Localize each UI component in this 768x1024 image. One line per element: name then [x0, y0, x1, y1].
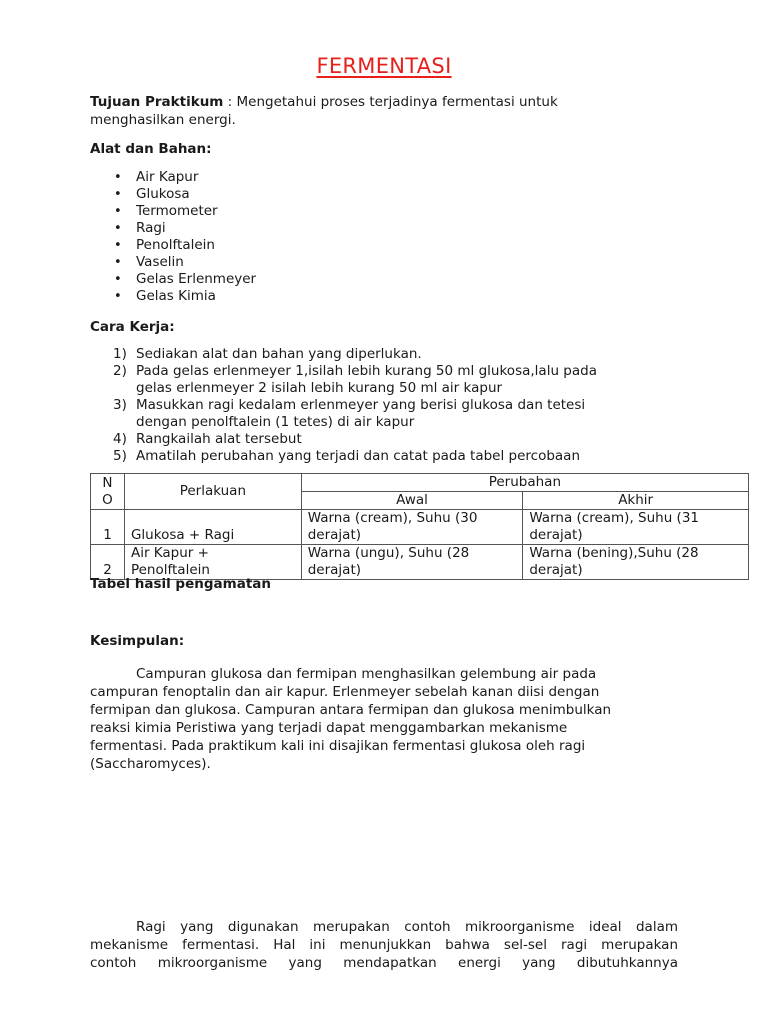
header-awal: Awal [301, 492, 523, 510]
paragraph-line: reaksi kimia Peristiwa yang terjadi dapat menggambarkan mekanisme [90, 720, 568, 736]
step-text: Sediakan alat dan bahan yang diperlukan. [136, 346, 422, 362]
bullet-icon: • [114, 238, 122, 253]
bullet-icon: • [114, 170, 122, 185]
list-item [90, 186, 256, 203]
list-item [90, 346, 660, 363]
header-akhir: Akhir [523, 492, 749, 510]
paragraph-line: campuran fenoptalin dan air kapur. Erlenmeyer sebelah kanan diisi dengan [90, 684, 600, 700]
list-item [90, 237, 256, 254]
list-item-label: Air Kapur [136, 169, 199, 185]
paragraph-line: Ragi yang digunakan merupakan contoh mikroorganisme ideal dalam [136, 919, 678, 935]
list-item-label: Gelas Kimia [136, 288, 216, 304]
step-text: Rangkailah alat tersebut [136, 431, 302, 447]
table-row [91, 510, 749, 545]
list-item-label: Termometer [136, 203, 218, 219]
list-item [90, 431, 660, 448]
list-item [90, 271, 256, 288]
list-item-label: Glukosa [136, 186, 190, 202]
step-number: 2) [113, 363, 127, 379]
cell-perlakuan: Glukosa + Ragi [124, 510, 301, 545]
step-number: 3) [113, 397, 127, 413]
cell-no: 2 [91, 545, 125, 580]
list-item-label: Ragi [136, 220, 166, 236]
alat-list [90, 169, 256, 305]
tujuan-text-line2: menghasilkan energi. [90, 112, 236, 128]
cell-no: 1 [91, 510, 125, 545]
tujuan-text-line1: : Mengetahui proses terjadinya fermentasi untuk [223, 94, 558, 110]
cell-awal: Warna (ungu), Suhu (28 derajat) [301, 545, 523, 580]
bullet-icon: • [114, 221, 122, 236]
list-item [90, 448, 660, 465]
cell-awal: Warna (cream), Suhu (30 derajat) [301, 510, 523, 545]
list-item [90, 254, 256, 271]
bullet-icon: • [114, 255, 122, 270]
header-perubahan: Perubahan [301, 474, 748, 492]
tujuan-paragraph [90, 93, 690, 129]
bullet-icon: • [114, 204, 122, 219]
list-item-label: Penolftalein [136, 237, 215, 253]
kesimpulan-paragraph-2 [90, 918, 678, 972]
step-text: Masukkan ragi kedalam erlenmeyer yang berisi glukosa dan tetesi [136, 397, 586, 413]
paragraph-line: (Saccharomyces). [90, 756, 211, 772]
table-row [91, 545, 749, 580]
paragraph-line: mekanisme fermentasi. Hal ini menunjukkan bahwa sel-sel ragi merupakan [90, 937, 678, 953]
page-title: FERMENTASI [316, 54, 452, 78]
results-table [90, 473, 749, 580]
cell-akhir: Warna (cream), Suhu (31 derajat) [523, 510, 749, 545]
kesimpulan-heading: Kesimpulan: [90, 633, 185, 649]
list-item [90, 169, 256, 186]
step-text: Pada gelas erlenmeyer 1,isilah lebih kurang 50 ml glukosa,lalu pada [136, 363, 597, 379]
list-item-label: Vaselin [136, 254, 184, 270]
table-caption: Tabel hasil pengamatan [90, 576, 271, 592]
list-item [90, 397, 660, 431]
header-no: N O [91, 474, 125, 510]
bullet-icon: • [114, 272, 122, 287]
paragraph-line: fermipan dan glukosa. Campuran antara fermipan dan glukosa menimbulkan [90, 702, 612, 718]
step-text: Amatilah perubahan yang terjadi dan catat pada tabel percobaan [136, 448, 581, 464]
cell-perlakuan: Air Kapur + Penolftalein [124, 545, 301, 580]
step-text: gelas erlenmeyer 2 isilah lebih kurang 50 ml air kapur [136, 380, 503, 396]
list-item [90, 203, 256, 220]
bullet-icon: • [114, 289, 122, 304]
step-number: 5) [113, 448, 127, 464]
paragraph-line: contoh mikroorganisme yang mendapatkan energi yang dibutuhkannya [90, 955, 678, 971]
list-item-label: Gelas Erlenmeyer [136, 271, 257, 287]
paragraph-line: Campuran glukosa dan fermipan menghasilkan gelembung air pada [136, 666, 597, 682]
cara-heading: Cara Kerja: [90, 319, 175, 335]
cara-list [90, 346, 660, 465]
step-number: 1) [113, 346, 127, 362]
cell-akhir: Warna (bening),Suhu (28 derajat) [523, 545, 749, 580]
list-item [90, 220, 256, 237]
header-perlakuan: Perlakuan [124, 474, 301, 510]
paragraph-line: fermentasi. Pada praktikum kali ini disajikan fermentasi glukosa oleh ragi [90, 738, 586, 754]
step-number: 4) [113, 431, 127, 447]
alat-heading: Alat dan Bahan: [90, 141, 212, 157]
tujuan-label: Tujuan Praktikum [90, 94, 224, 110]
list-item [90, 363, 660, 397]
table-header-row [91, 474, 749, 492]
kesimpulan-paragraph-1 [90, 665, 690, 773]
bullet-icon: • [114, 187, 122, 202]
step-text: dengan penolftalein (1 tetes) di air kapur [136, 414, 415, 430]
list-item [90, 288, 256, 305]
